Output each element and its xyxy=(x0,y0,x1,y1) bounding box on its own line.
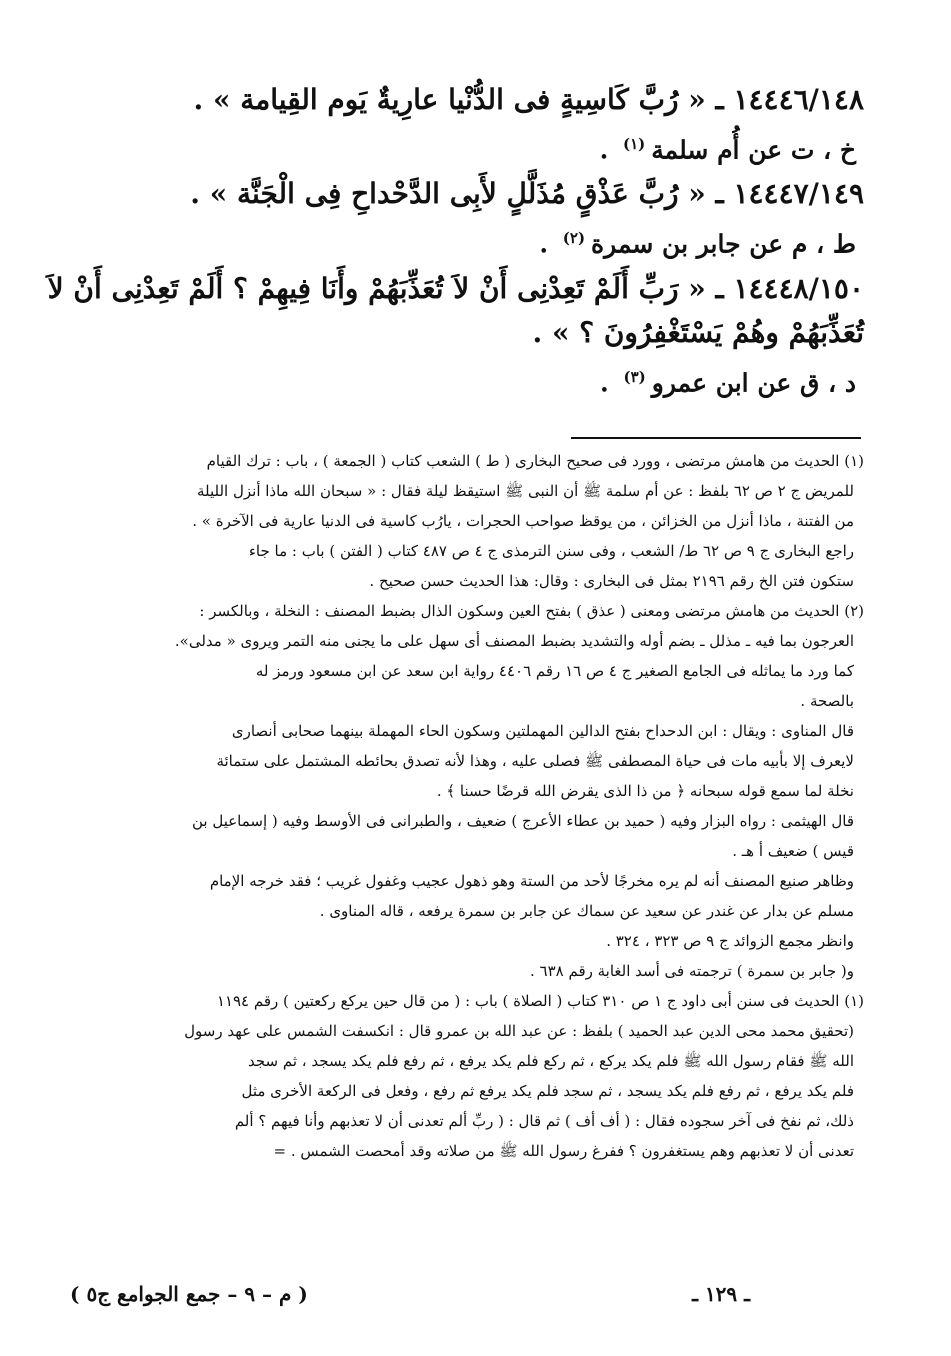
hadith-text: « رُبَّ عَذْقٍ مُذَلَّلٍ لأَبِى الدَّحْداحِ فِى الْجَنَّة » . xyxy=(190,177,706,211)
hadith-148 xyxy=(58,78,864,122)
footnote-line: فلم يكد يرفع ، ثم رفع فلم يكد يسجد ، ثم سجد فلم يكد يرفع ثم رفع ، وفعل فى الركعة الأخرى مثل xyxy=(241,1082,854,1100)
footnote-line: ذلك، ثم نفخ فى آخر سجوده فقال : ( أف أف ) ثم قال : ( ربِّ ألم تعدنى أن لا تعذبهم وأنا فيهم ؟ ألم xyxy=(234,1112,854,1130)
footnote-line: من الفتنة ، ماذا أنزل من الخزائن ، من يوقظ صواحب الحجرات ، يارُب كاسية فى الدنيا عارية فى الآخرة » . xyxy=(192,512,854,530)
hadith-number: ١٤٤٤٦/١٤٨ ـ xyxy=(715,83,864,116)
footnote-line: قال الهيثمى : رواه البزار وفيه ( حميد بن عطاء الأعرج ) ضعيف ، والطبرانى فى الأوسط وفيه ( إسماعيل بن xyxy=(191,812,854,830)
hadith-150-source: د ، ق عن ابن عمرو$^{(٣)}$ . xyxy=(600,367,856,397)
footnote-line: تعدنى أن لا تعذبهم وهم يستغفرون ؟ ففرغ رسول الله ﷺ من صلاته وقد أمحصت الشمس . = xyxy=(273,1142,854,1160)
hadith-149-source: ط ، م عن جابر بن سمرة$^{(٢)}$ . xyxy=(539,229,856,259)
source-text: ط ، م عن جابر بن سمرة xyxy=(591,229,856,259)
footnote-line: (١) الحديث من هامش مرتضى ، وورد فى صحيح البخارى ( ط ) الشعب كتاب ( الجمعة ) ، باب : ترك القيام xyxy=(206,452,864,470)
main-text xyxy=(47,78,864,405)
footnote-line: وانظر مجمع الزوائد ج ٩ ص ٣٢٣ ، ٣٢٤ . xyxy=(606,932,854,950)
footnote-line: راجع البخارى ج ٩ ص ٦٢ ط/ الشعب ، وفى سنن الترمذى ج ٤ ص ٤٨٧ كتاب ( الفتن ) باب : ما جاء xyxy=(248,542,854,560)
footnote-divider xyxy=(571,437,861,439)
footnote-line: قال المناوى : ويقال : ابن الدحداح بفتح الدالين المهملتين وسكون الحاء المهملة بينهما صحابى أنصارى xyxy=(231,722,854,740)
source-text: خ ، ت عن أُم سلمة xyxy=(651,135,856,165)
footnote-marker: (١) xyxy=(623,135,646,153)
footnote-line: ستكون فتن الخ رقم ٢١٩٦ بمثل فى البخارى : وقال: هذا الحديث حسن صحيح . xyxy=(369,572,854,590)
footnotes xyxy=(58,446,864,1166)
footnote-line: كما ورد ما يماثله فى الجامع الصغير ج ٤ ص ١٦ رقم ٤٤٠٦ رواية ابن سعد عن ابن مسعود ورمز له xyxy=(255,662,854,680)
footnote-line: لايعرف إلا بأبيه مات فى حياة المصطفى ﷺ فصلى عليه ، وهذا لأنه تصدق بحائطه المشتمل على ستمائة xyxy=(216,752,854,770)
footnote-line: مسلم عن بدار عن غندر عن سعيد عن سماك عن جابر بن سمرة يرفعه ، قاله المناوى . xyxy=(319,902,854,920)
footnote-line: (٢) الحديث من هامش مرتضى ومعنى ( عذق ) بفتح العين وسكون الذال بضبط المصنف : النخلة ، وبالكسر : xyxy=(199,602,864,620)
hadith-number: ١٤٤٤٧/١٤٩ ـ xyxy=(715,177,864,211)
hadith-148-source: خ ، ت عن أُم سلمة$^{(١)}$ . xyxy=(599,135,856,165)
footnote-marker: (٢) xyxy=(562,229,586,248)
footnote-line: وظاهر صنيع المصنف أنه لم يره مخرجًا لأحد من الستة وهو ذهول عجيب وغفول غريب ؛ فقد خرجه الإمام xyxy=(209,872,854,890)
footnote-line: (تحقيق محمد محى الدين عبد الحميد ) بلفظ : عن عبد الله بن عمرو قال : انكسفت الشمس على عهد رسول xyxy=(184,1022,854,1040)
footnote-line: الله ﷺ فقام رسول الله ﷺ فلم يكد يركع ، ثم ركع فلم يكد يرفع ، ثم رفع فلم يكد يسجد ، ثم سجد xyxy=(247,1052,854,1070)
hadith-150-cont xyxy=(58,311,864,355)
footnote-line: نخلة لما سمع قوله سبحانه ﴿ من ذا الذى يقرض الله قرضًا حسنا ﴾ . xyxy=(436,782,854,800)
hadith-text: « رَبِّ أَلَمْ تَعِدْنِى أَنْ لاَ تُعَذِّبَهُمْ وأَنَا فِيهِمْ ؟ أَلَمْ تَعِدْنِى أَنْ لاَ xyxy=(47,271,706,305)
hadith-149 xyxy=(58,172,864,216)
footnote-line: قيس ) ضعيف أ هـ . xyxy=(732,842,854,860)
footnote-line: للمريض ج ٢ ص ٦٢ بلفظ : عن أم سلمة ﷺ أن النبى ﷺ استيقظ ليلة فقال : « سبحان الله ماذا أنزل الليلة xyxy=(196,482,854,500)
footnote-line: العرجون بما فيه ـ مذلل ـ بضم أوله والتشديد بضبط المصنف أى سهل على ما يجنى منه التمر ويروى « مدلى». xyxy=(174,632,854,650)
footnote-marker: (٣) xyxy=(623,367,646,386)
footnote-line: و( جابر بن سمرة ) ترجمته فى أسد الغابة رقم ٦٣٨ . xyxy=(529,962,854,980)
footnote-line: (١) الحديث فى سنن أبى داود ج ١ ص ٣١٠ كتاب ( الصلاة ) باب : ( من قال حين يركع ركعتين ) رقم ١١٩٤ xyxy=(216,992,864,1010)
hadith-number: ١٤٤٤٨/١٥٠ ـ xyxy=(715,271,864,305)
hadith-text: « رُبَّ كَاسِيةٍ فى الدُّنْيا عارِيةٌ يَوم القِيامة » . xyxy=(193,83,706,116)
hadith-text: تُعَذِّبَهُمْ وهُمْ يَسْتَغْفِرُونَ ؟ » . xyxy=(532,315,864,349)
source-text: د ، ق عن ابن عمرو xyxy=(651,367,856,397)
footnote-line: بالصحة . xyxy=(800,692,854,710)
hadith-150 xyxy=(47,267,864,311)
volume-signature: ( م – ٩ – جمع الجوامع ج٥ ) xyxy=(70,1282,308,1306)
page-number: ـ ١٢٩ ـ xyxy=(692,1282,750,1306)
